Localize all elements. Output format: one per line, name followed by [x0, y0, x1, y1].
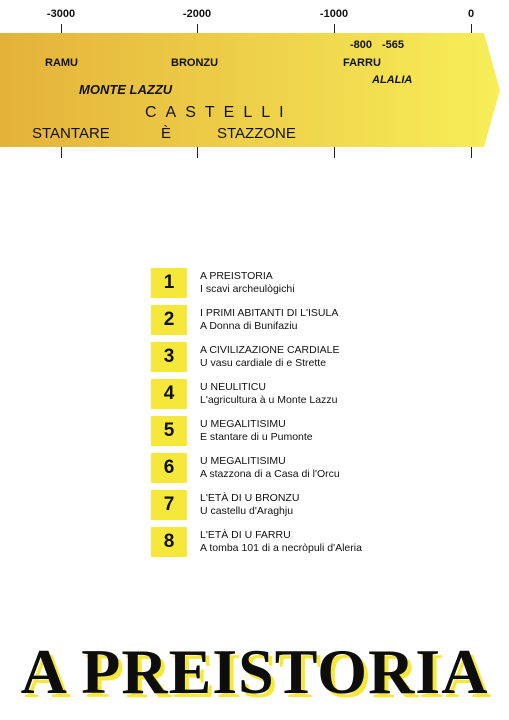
toc-number-badge: 4	[151, 379, 187, 409]
toc-item-subtitle: U vasu cardiale di e Strette	[200, 357, 327, 369]
axis-label-minus-1000: -1000	[319, 8, 349, 20]
tick-bottom-minus-2000	[197, 147, 198, 158]
toc-number-badge: 6	[151, 453, 187, 483]
date-minus-800: -800	[350, 39, 373, 51]
site-label-alalia: ALALIA	[372, 74, 413, 86]
toc-item-title: A CIVILIZAZIONE CARDIALE	[200, 344, 340, 356]
toc-item-subtitle: L'agricultura à u Monte Lazzu	[200, 394, 338, 406]
toc-item-title: I PRIMI ABITANTI DI L'ISULA	[200, 307, 339, 319]
toc-item-title: L'ETÀ DI U BRONZU	[200, 492, 300, 504]
stazzone-label: STAZZONE	[217, 125, 296, 142]
e-conjunction-label: È	[161, 125, 172, 142]
stantare-label: STANTARE	[32, 125, 110, 142]
toc-item-subtitle: I scavi archeulògichi	[200, 283, 295, 295]
toc-item-title: A PREISTORIA	[200, 270, 273, 282]
tick-bottom-minus-3000	[61, 147, 62, 158]
toc-item-subtitle: E stantare di u Pumonte	[200, 431, 313, 443]
axis-label-minus-2000: -2000	[182, 8, 212, 20]
toc-item-subtitle: A Donna di Bunifaziu	[200, 320, 298, 332]
era-label-ramu: RAMU	[45, 57, 78, 69]
toc-item-title: U MEGALITISIMU	[200, 418, 286, 430]
date-minus-565: -565	[382, 39, 405, 51]
toc-number-badge: 1	[151, 268, 187, 298]
era-label-bronzu: BRONZU	[171, 57, 219, 69]
page-title: A PREISTORIA	[20, 636, 489, 707]
toc-number-badge: 8	[151, 527, 187, 557]
toc-number-badge: 3	[151, 342, 187, 372]
tick-bottom-zero	[471, 147, 472, 158]
toc-item-subtitle: A stazzona di a Casa di l'Orcu	[200, 468, 340, 480]
toc-number-badge: 7	[151, 490, 187, 520]
toc-item-subtitle: A tomba 101 di a necròpuli d'Aleria	[200, 542, 362, 554]
toc-item-title: U NEULITICU	[200, 381, 266, 393]
axis-label-zero: 0	[467, 8, 475, 20]
era-label-farru: FARRU	[343, 57, 381, 69]
toc-number-badge: 5	[151, 416, 187, 446]
axis-label-minus-3000: -3000	[46, 8, 76, 20]
toc-item-title: L'ETÀ DI U FARRU	[200, 529, 291, 541]
site-label-monte-lazzu: MONTE LAZZU	[79, 82, 173, 97]
tick-bottom-minus-1000	[334, 147, 335, 158]
toc-number-badge: 2	[151, 305, 187, 335]
castelli-label: CASTELLI	[145, 104, 293, 121]
toc-item-title: U MEGALITISIMU	[200, 455, 286, 467]
toc-item-subtitle: U castellu d'Araghju	[200, 505, 294, 517]
